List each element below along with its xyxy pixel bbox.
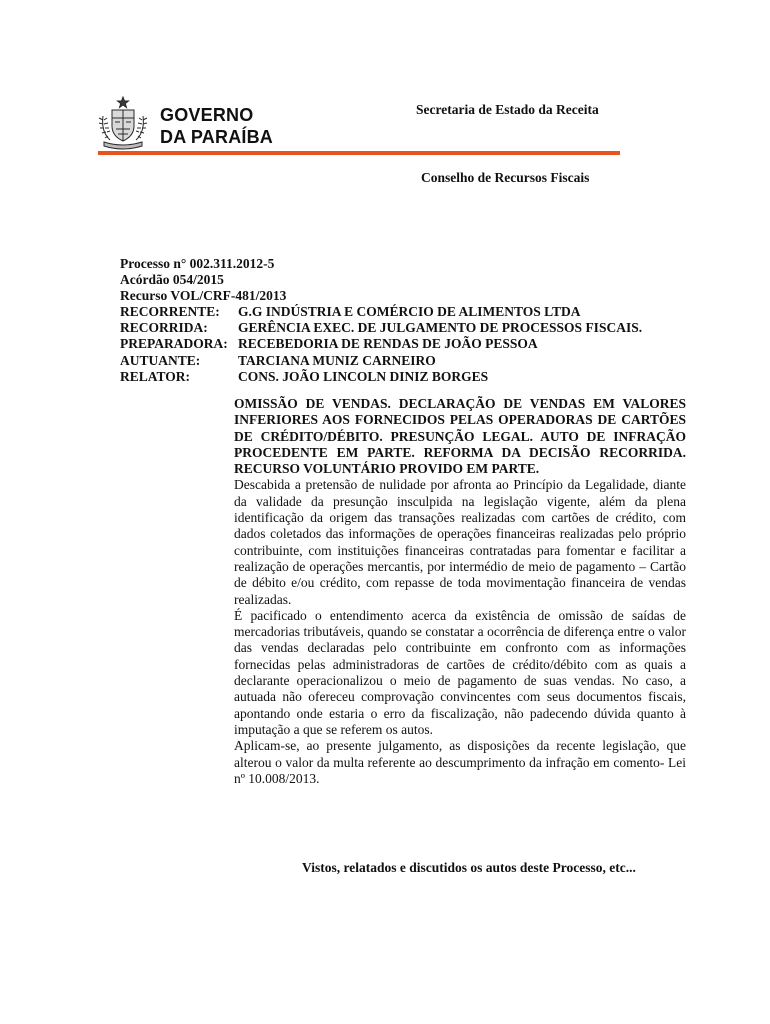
party-row-preparadora — [120, 336, 642, 352]
party-label: RECORRENTE: — [120, 304, 220, 319]
party-value: GERÊNCIA EXEC. DE JULGAMENTO DE PROCESSOS FISCAIS. — [238, 320, 643, 336]
party-row-recorrida — [120, 320, 642, 336]
party-row-recorrente — [120, 304, 642, 320]
conselho-heading: Conselho de Recursos Fiscais — [421, 170, 590, 185]
government-title — [160, 104, 273, 148]
header-rule — [98, 151, 620, 155]
ementa-paragraph: Aplicam-se, ao presente julgamento, as disposições da recente legislação, que alterou o valor da multa referente ao descumprimento da infração em comento- Lei nº 10.008/2013. — [234, 738, 686, 786]
ementa-block — [234, 396, 686, 787]
party-label: RELATOR: — [120, 368, 191, 384]
party-value: TARCIANA MUNIZ CARNEIRO — [238, 352, 436, 368]
paraiba-coat-of-arms-icon — [98, 96, 148, 150]
secretaria-heading: Secretaria de Estado da Receita — [416, 102, 599, 117]
ementa-paragraph: Descabida a pretensão de nulidade por afronta ao Princípio da Legalidade, diante da validade da presunção insculpida na legislação vigente, além da plena identificação da origem das transações realizadas com cartões de crédito, com dados coletados das informações de operações financeiras realizadas pelo próprio contribuinte, com instituições financeiras contratadas para fomentar e facilitar a realização de operações mercantis, por intermédio de meio de pagamento – Cartão de débito e/ou crédito, com repasse de toda movimentação financeira de vendas realizadas. — [234, 477, 686, 607]
party-row-autuante — [120, 353, 642, 369]
party-row-relator — [120, 369, 642, 385]
party-label: PREPARADORA: — [120, 336, 228, 352]
ementa-summary: OMISSÃO DE VENDAS. DECLARAÇÃO DE VENDAS EM VALORES INFERIORES AOS FORNECIDOS PELAS OPERADORAS DE CARTÕES DE CRÉDITO/DÉBITO. PRESUNÇÃO LEGAL. AUTO DE INFRAÇÃO PROCEDENTE EM PARTE. REFORMA DA DECISÃO RECORRIDA. RECURSO VOLUNTÁRIO PROVIDO EM PARTE. — [234, 396, 686, 477]
party-value: RECEBEDORIA DE RENDAS DE JOÃO PESSOA — [238, 336, 538, 352]
party-label: AUTUANTE: — [120, 352, 201, 368]
closing-statement: Vistos, relatados e discutidos os autos deste Processo, etc... — [302, 860, 636, 875]
party-label: RECORRIDA: — [120, 320, 208, 336]
process-identification — [120, 256, 286, 305]
processo-number: Processo n° 002.311.2012-5 — [120, 256, 275, 271]
party-value: CONS. JOÃO LINCOLN DINIZ BORGES — [238, 368, 489, 384]
acordao-number: Acórdão 054/2015 — [120, 272, 224, 288]
government-title-line2: DA PARAÍBA — [160, 127, 273, 147]
parties-list — [120, 304, 642, 385]
government-title-line1: GOVERNO — [160, 105, 254, 125]
party-value: G.G INDÚSTRIA E COMÉRCIO DE ALIMENTOS LTDA — [238, 304, 581, 319]
recurso-number: Recurso VOL/CRF-481/2013 — [120, 288, 287, 304]
ementa-paragraph: É pacificado o entendimento acerca da existência de omissão de saídas de mercadorias tributáveis, quando se constatar a ocorrência de diferença entre o valor das vendas declaradas pelo contribuinte em confronto com as informações fornecidas pelas administradoras de cartões de crédito/débito com as quais a declarante operacionalizou o meio de pagamento de suas vendas. No caso, a autuada não ofereceu comprovação convincentes com seus documentos fiscais, apontando onde estaria o erro da fiscalização, não padecendo dúvida quanto à imputação a que se referem os autos. — [234, 607, 686, 737]
